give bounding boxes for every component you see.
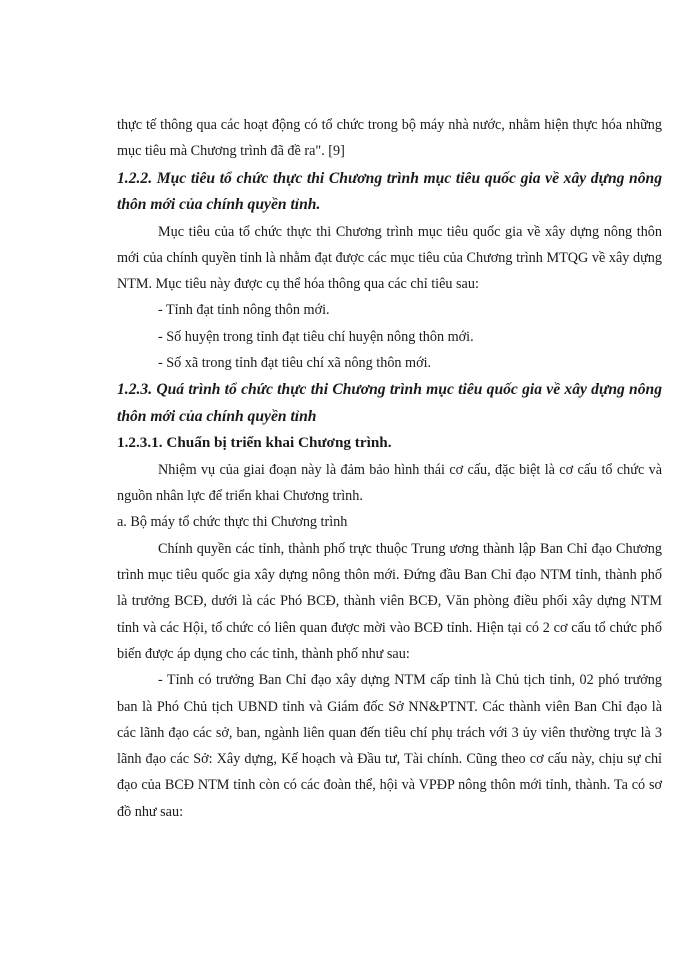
page-content bbox=[117, 112, 662, 825]
list-item: - Tỉnh đạt tỉnh nông thôn mới. bbox=[158, 302, 330, 319]
paragraph-continuation: thực tế thông qua các hoạt động có tổ chức trong bộ máy nhà nước, nhằm hiện thực hóa những mục tiêu mà Chương trình đã đề ra". [9] bbox=[117, 117, 662, 160]
paragraph-structure: - Tỉnh có trưởng Ban Chỉ đạo xây dựng NTM cấp tỉnh là Chủ tịch tỉnh, 02 phó trưởng ban là Phó Chủ tịch UBND tỉnh và Giám đốc Sở NN&PTNT. Các thành viên Ban Chỉ đạo là các lãnh đạo các sở, ban, ngành liên quan đến tiêu chí phụ trách với 3 ủy viên thường trực là 3 lãnh đạo các Sở: Xây dựng, Kế hoạch và Đầu tư, Tài chính. Cũng theo cơ cấu này, chịu sự chỉ đạo của BCĐ NTM tỉnh còn có các đoàn thể, hội và VPĐP nông thôn mới tỉnh, thành. Ta có sơ đồ như sau: bbox=[117, 672, 662, 820]
paragraph-organization: Chính quyền các tỉnh, thành phố trực thuộc Trung ương thành lập Ban Chỉ đạo Chương trình mục tiêu quốc gia xây dựng nông thôn mới. Đứng đầu Ban Chỉ đạo NTM tỉnh, thành phố là trưởng BCĐ, dưới là các Phó BCĐ, thành viên BCĐ, Văn phòng điều phối xây dựng NTM tỉnh và các Hội, tổ chức có liên quan được mời vào BCĐ tỉnh. Hiện tại có 2 cơ cấu tổ chức phổ biến được áp dụng cho các tỉnh, thành phố như sau: bbox=[117, 540, 662, 662]
list-item: - Số huyện trong tỉnh đạt tiêu chí huyện nông thôn mới. bbox=[158, 328, 474, 345]
subsection-heading-1-2-3-1: 1.2.3.1. Chuẩn bị triển khai Chương trình. bbox=[117, 434, 392, 452]
list-item: - Số xã trong tỉnh đạt tiêu chí xã nông thôn mới. bbox=[158, 355, 432, 372]
section-heading-1-2-2: 1.2.2. Mục tiêu tổ chức thực thi Chương trình mục tiêu quốc gia về xây dựng nông thôn mới của chính quyền tỉnh. bbox=[117, 169, 662, 214]
section-heading-1-2-3: 1.2.3. Quá trình tổ chức thực thi Chương trình mục tiêu quốc gia về xây dựng nông thôn mới của chính quyền tỉnh bbox=[117, 381, 662, 425]
paragraph-task: Nhiệm vụ của giai đoạn này là đảm bảo hình thái cơ cấu, đặc biệt là cơ cấu tổ chức và nguồn nhân lực để triển khai Chương trình. bbox=[117, 461, 662, 505]
item-heading-a: a. Bộ máy tổ chức thực thi Chương trình bbox=[117, 514, 348, 531]
paragraph-objectives: Mục tiêu của tổ chức thực thi Chương trình mục tiêu quốc gia về xây dựng nông thôn mới của chính quyền tỉnh là nhằm đạt được các mục tiêu của Chương trình MTQG về xây dựng NTM. Mục tiêu này được cụ thể hóa thông qua các chỉ tiêu sau: bbox=[117, 223, 662, 293]
